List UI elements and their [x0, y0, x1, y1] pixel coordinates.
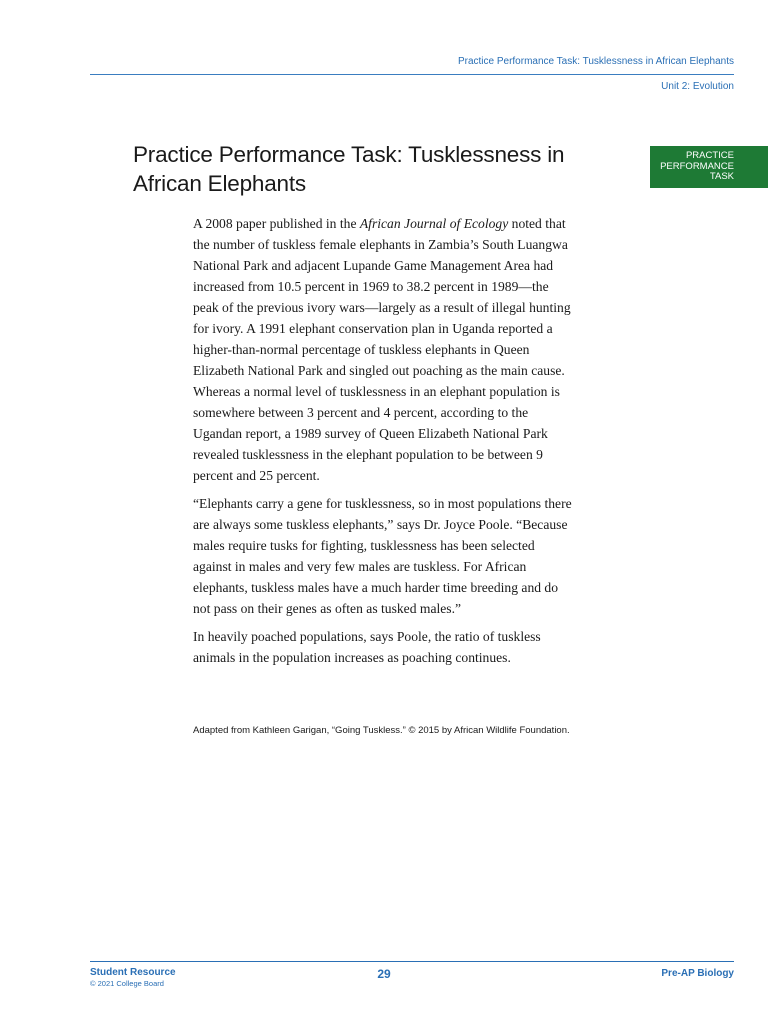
badge-line: TASK [709, 171, 734, 182]
paragraph-1-lead: A 2008 paper published in the [193, 216, 360, 231]
article-body [193, 213, 573, 675]
footer-copyright: © 2021 College Board [90, 979, 164, 988]
page-number: 29 [377, 967, 391, 981]
running-header-title: Practice Performance Task: Tusklessness in African Elephants [457, 56, 734, 67]
running-header-unit: Unit 2: Evolution [661, 81, 734, 92]
paragraph-1-rest: noted that the number of tuskless female elephants in Zambia’s South Luangwa National Park and adjacent Lupande Game Management Area had increased from 10.5 percent in 1969 to 38.2 percent in 1989—the peak of the previous ivory wars—largely as a result of illegal hunting for ivory. A 1991 elephant conservation plan in Uganda reported a higher-than-normal percentage of tuskless elephants in Queen Elizabeth National Park and singled out poaching as the main cause. Whereas a normal level of tusklessness in an elephant population is somewhere between 3 percent and 4 percent, according to the Ugandan report, a 1989 survey of Queen Elizabeth National Park revealed tusklessness in the elephant population to be between 9 percent and 25 percent. [193, 216, 571, 483]
paragraph-1 [193, 213, 573, 486]
practice-performance-task-badge [650, 146, 768, 188]
badge-line: PERFORMANCE [660, 160, 734, 172]
paragraph-3: In heavily poached populations, says Poole, the ratio of tuskless animals in the population increases as poaching continues. [193, 629, 541, 665]
journal-title: African Journal of Ecology [359, 216, 509, 231]
badge-line: PRACTICE [685, 150, 734, 161]
footer-resource-label: Student Resource [90, 967, 176, 978]
source-citation: Adapted from Kathleen Garigan, “Going Tuskless.” © 2015 by African Wildlife Foundation. [193, 725, 570, 736]
paragraph-2: “Elephants carry a gene for tusklessness, so in most populations there are always some tuskless elephants,” says Dr. Joyce Poole. “Because males require tusks for fighting, tusklessness has been selected against in males and very few males are tuskless. For African elephants, tuskless males have a much harder time breeding and do not pass on their genes as often as tusked males.” [193, 496, 572, 616]
footer-course-name: Pre-AP Biology [661, 968, 734, 979]
header-divider [90, 74, 734, 75]
footer-divider [90, 961, 734, 962]
page-title: Practice Performance Task: Tusklessness in African Elephants [133, 142, 565, 196]
